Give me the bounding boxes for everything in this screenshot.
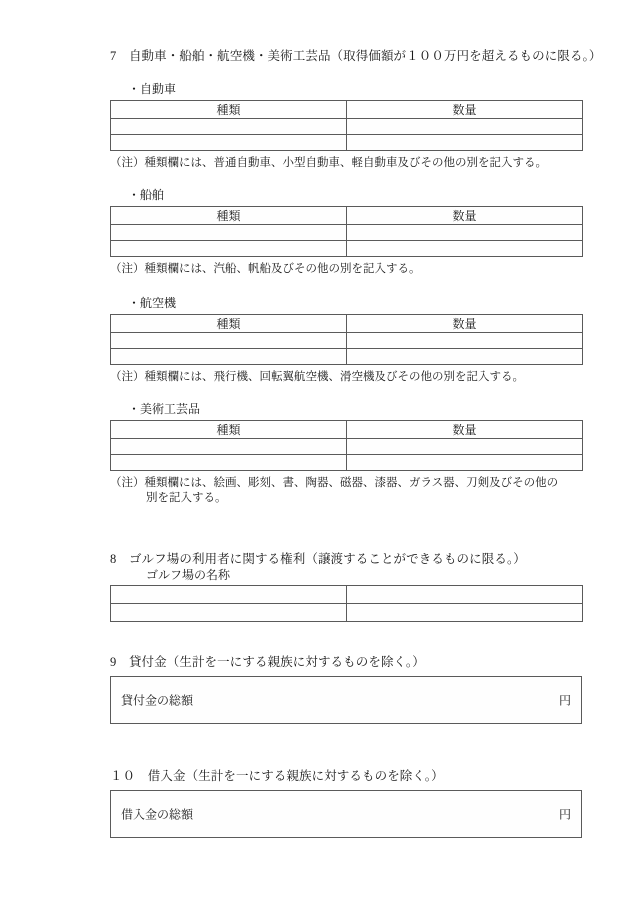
- table-row[interactable]: [111, 119, 583, 135]
- table-row[interactable]: [111, 455, 583, 471]
- cell-quantity[interactable]: [347, 225, 583, 241]
- cell-type[interactable]: [111, 439, 347, 455]
- note-art: （注）種類欄には、絵画、彫刻、書、陶器、磁器、漆器、ガラス器、刀剣及びその他の: [110, 477, 559, 489]
- debt-total-label: 借入金の総額: [121, 807, 194, 822]
- table-row[interactable]: [111, 241, 583, 257]
- table-header-row: [111, 207, 583, 225]
- subsection-label-aircraft: ・航空機: [128, 296, 177, 310]
- column-header-type: 種類: [111, 207, 347, 225]
- table-row[interactable]: [111, 349, 583, 365]
- cell-type[interactable]: [111, 349, 347, 365]
- table-header-row: [111, 101, 583, 119]
- section-7-heading: 7 自動車・船舶・航空機・美術工芸品（取得価額が１００万円を超えるものに限る。）: [110, 49, 602, 63]
- cell-quantity[interactable]: [347, 455, 583, 471]
- note-ship: （注）種類欄には、汽船、帆船及びその他の別を記入する。: [110, 263, 421, 275]
- note-car: （注）種類欄には、普通自動車、小型自動車、軽自動車及びその他の別を記入する。: [110, 157, 547, 169]
- table-ship[interactable]: [110, 206, 583, 257]
- cell-golf-value[interactable]: [347, 604, 583, 622]
- column-header-type: 種類: [111, 101, 347, 119]
- column-header-quantity: 数量: [347, 207, 583, 225]
- cell-quantity[interactable]: [347, 349, 583, 365]
- table-art[interactable]: [110, 420, 583, 471]
- section-9-heading: 9 貸付金（生計を一にする親族に対するものを除く。）: [110, 655, 425, 669]
- cell-golf-name[interactable]: [111, 604, 347, 622]
- cell-golf-value[interactable]: [347, 586, 583, 604]
- column-header-quantity: 数量: [347, 421, 583, 439]
- debt-total-box[interactable]: [110, 790, 582, 838]
- cell-quantity[interactable]: [347, 135, 583, 151]
- subsection-label-ship: ・船舶: [128, 188, 165, 202]
- column-header-quantity: 数量: [347, 101, 583, 119]
- table-row[interactable]: [111, 604, 583, 622]
- subsection-label-art: ・美術工芸品: [128, 402, 201, 416]
- cell-quantity[interactable]: [347, 333, 583, 349]
- debt-total-unit: 円: [558, 807, 571, 822]
- cell-type[interactable]: [111, 225, 347, 241]
- column-header-quantity: 数量: [347, 315, 583, 333]
- column-header-type: 種類: [111, 421, 347, 439]
- table-row[interactable]: [111, 135, 583, 151]
- cell-type[interactable]: [111, 455, 347, 471]
- table-aircraft[interactable]: [110, 314, 583, 365]
- cell-type[interactable]: [111, 119, 347, 135]
- golf-course-name-label: ゴルフ場の名称: [146, 568, 231, 582]
- table-header-row: [111, 315, 583, 333]
- cell-type[interactable]: [111, 135, 347, 151]
- cell-type[interactable]: [111, 241, 347, 257]
- loan-total-box[interactable]: [110, 676, 582, 724]
- section-10-heading: １０ 借入金（生計を一にする親族に対するものを除く。）: [110, 769, 444, 783]
- loan-total-label: 貸付金の総額: [121, 693, 194, 708]
- loan-total-unit: 円: [558, 693, 571, 708]
- cell-type[interactable]: [111, 333, 347, 349]
- table-row[interactable]: [111, 586, 583, 604]
- column-header-type: 種類: [111, 315, 347, 333]
- cell-quantity[interactable]: [347, 439, 583, 455]
- cell-quantity[interactable]: [347, 119, 583, 135]
- subsection-label-car: ・自動車: [128, 82, 177, 96]
- section-8-heading: 8 ゴルフ場の利用者に関する権利（譲渡することができるものに限る。）: [110, 552, 526, 566]
- table-car[interactable]: [110, 100, 583, 151]
- table-header-row: [111, 421, 583, 439]
- table-row[interactable]: [111, 333, 583, 349]
- table-row[interactable]: [111, 439, 583, 455]
- cell-golf-name[interactable]: [111, 586, 347, 604]
- cell-quantity[interactable]: [347, 241, 583, 257]
- table-golf-course[interactable]: [110, 585, 583, 622]
- table-row[interactable]: [111, 225, 583, 241]
- note-aircraft: （注）種類欄には、飛行機、回転翼航空機、滑空機及びその他の別を記入する。: [110, 371, 524, 383]
- note-art-continued: 別を記入する。: [146, 492, 227, 504]
